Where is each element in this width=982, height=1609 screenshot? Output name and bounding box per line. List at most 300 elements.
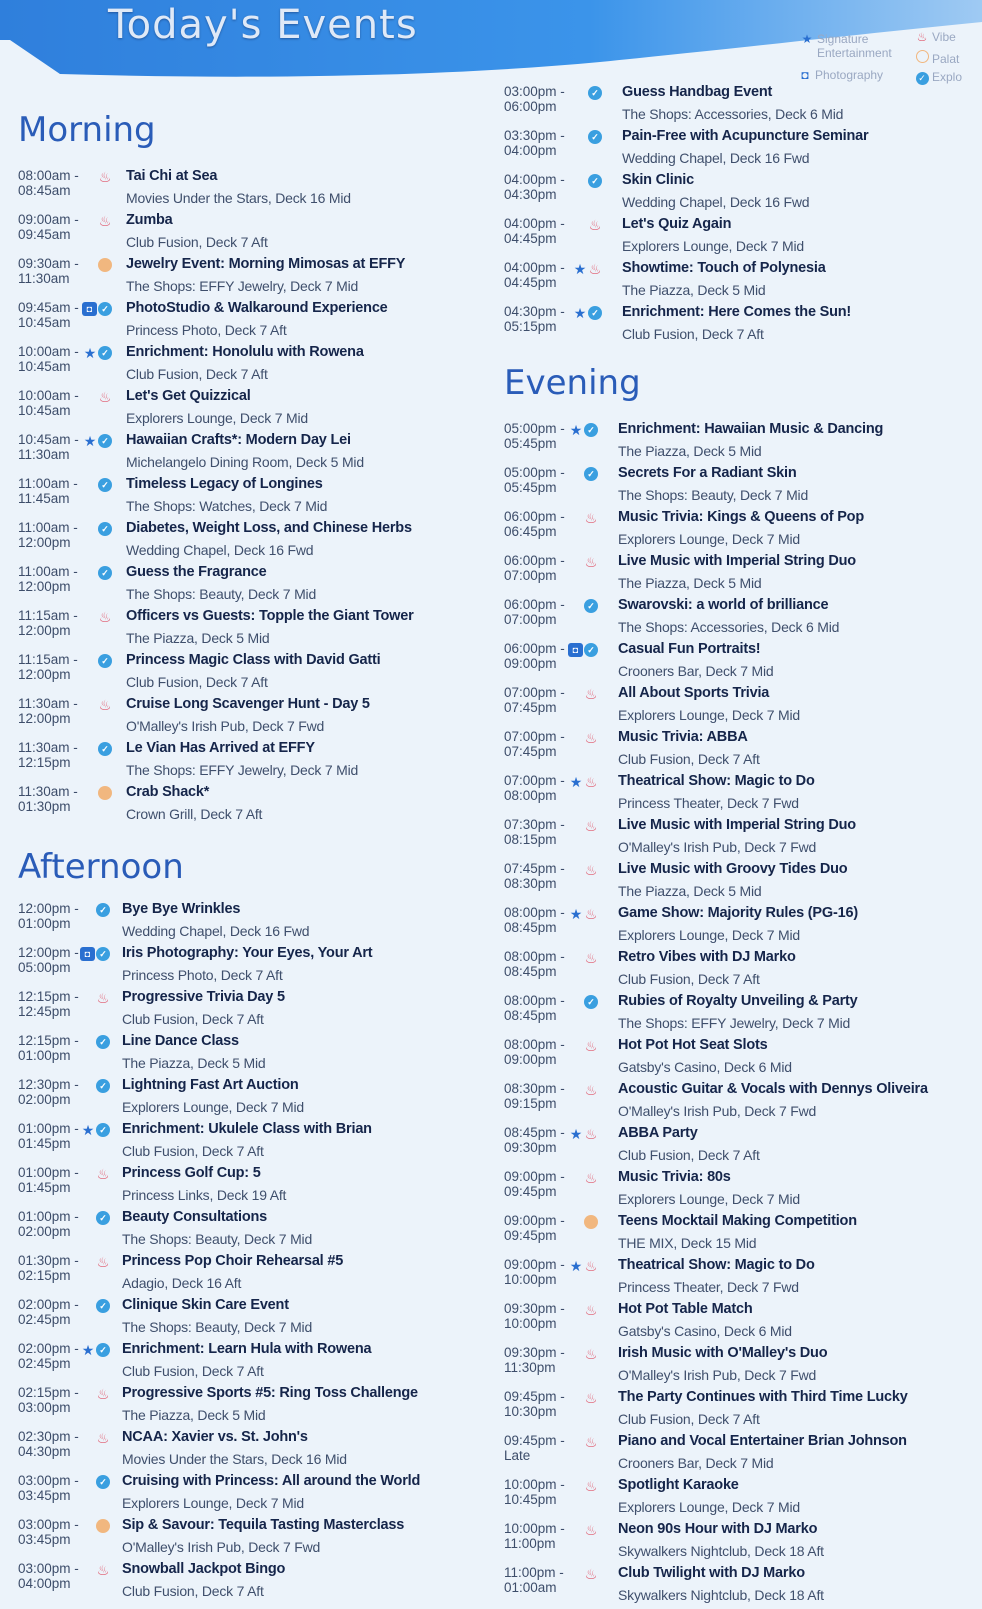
event-row — [18, 1209, 488, 1253]
photo-icon: ◘ — [82, 302, 97, 316]
event-row — [504, 1081, 974, 1125]
event-location: Club Fusion, Deck 7 Aft — [122, 1363, 264, 1379]
event-icons — [566, 1434, 598, 1450]
event-icons — [80, 653, 112, 669]
event-info — [122, 1561, 285, 1600]
event-row — [504, 641, 974, 685]
event-icons — [566, 1082, 598, 1098]
event-location: Club Fusion, Deck 7 Aft — [618, 751, 760, 767]
event-icons — [566, 1522, 598, 1538]
event-icons — [80, 345, 112, 361]
event-name: Princess Magic Class with David Gatti — [126, 652, 381, 668]
event-end-time: 04:45pm — [504, 275, 557, 290]
event-row — [504, 553, 974, 597]
event-name: Showtime: Touch of Polynesia — [622, 260, 826, 276]
event-icons — [80, 741, 112, 757]
explore-icon: ✓ — [96, 903, 110, 917]
vibe-icon: ♨ — [584, 1126, 598, 1142]
event-info — [126, 608, 414, 647]
event-end-time: 11:30pm — [504, 1360, 556, 1375]
event-info — [618, 1521, 824, 1560]
vibe-icon: ♨ — [98, 213, 112, 229]
event-location: Explorers Lounge, Deck 7 Mid — [618, 927, 800, 943]
event-icons — [80, 389, 112, 405]
event-icons — [566, 686, 598, 702]
legend-entertainment: Entertainment — [817, 46, 892, 60]
event-row — [504, 685, 974, 729]
event-name: Tai Chi at Sea — [126, 168, 218, 184]
events-list-afternoon — [18, 901, 488, 1605]
event-info — [122, 945, 372, 984]
legend-photography: ◘ Photography — [798, 68, 883, 82]
event-icons — [566, 642, 598, 658]
event-start-time: 02:30pm - — [18, 1429, 79, 1444]
event-end-time: 12:15pm — [18, 755, 71, 770]
event-end-time: 02:15pm — [18, 1268, 71, 1283]
palate-icon — [915, 50, 929, 66]
star-icon: ★ — [573, 261, 587, 277]
event-icons — [566, 422, 598, 438]
explore-icon: ✓ — [98, 434, 112, 448]
event-info — [122, 1121, 372, 1160]
event-location: O'Malley's Irish Pub, Deck 7 Fwd — [618, 1103, 817, 1119]
event-icons — [566, 906, 598, 922]
event-start-time: 04:00pm - — [504, 172, 565, 187]
event-end-time: 06:45pm — [504, 524, 557, 539]
event-start-time: 11:00am - — [18, 520, 78, 535]
event-name: Progressive Trivia Day 5 — [122, 989, 285, 1005]
event-location: Club Fusion, Deck 7 Aft — [618, 971, 760, 987]
event-icons — [566, 1038, 598, 1054]
explore-icon: ✓ — [588, 130, 602, 144]
vibe-icon: ♨ — [584, 862, 598, 878]
event-name: Zumba — [126, 212, 173, 228]
event-location: Adagio, Deck 16 Aft — [122, 1275, 242, 1291]
event-icons — [570, 129, 602, 145]
event-location: Movies Under the Stars, Deck 16 Mid — [122, 1451, 347, 1467]
vibe-icon: ♨ — [584, 1170, 598, 1186]
event-end-time: 02:45pm — [18, 1356, 71, 1371]
vibe-icon: ♨ — [584, 1346, 598, 1362]
event-location: Princess Theater, Deck 7 Fwd — [618, 1279, 799, 1295]
event-location: Movies Under the Stars, Deck 16 Mid — [126, 190, 351, 206]
event-location: O'Malley's Irish Pub, Deck 7 Fwd — [618, 839, 817, 855]
event-info — [126, 212, 268, 251]
event-icons — [566, 1302, 598, 1318]
event-end-time: 04:30pm — [18, 1444, 71, 1459]
photo-icon: ◘ — [801, 68, 809, 82]
palate-icon — [98, 258, 112, 272]
event-icons — [78, 1518, 110, 1534]
event-start-time: 08:00pm - — [504, 949, 565, 964]
event-location: Crown Grill, Deck 7 Aft — [126, 806, 263, 822]
event-icons — [566, 510, 598, 526]
event-name: Music Trivia: Kings & Queens of Pop — [618, 509, 864, 525]
event-name: Casual Fun Portraits! — [618, 641, 761, 657]
event-end-time: 10:45am — [18, 359, 71, 374]
vibe-icon: ♨ — [98, 609, 112, 625]
event-row — [504, 216, 974, 260]
vibe-icon: ♨ — [584, 906, 598, 922]
event-end-time: 10:00pm — [504, 1316, 557, 1331]
photo-icon: ◘ — [80, 947, 95, 961]
event-start-time: 08:00am - — [18, 168, 79, 183]
event-name: Clinique Skin Care Event — [122, 1297, 289, 1313]
event-start-time: 12:00pm - — [18, 901, 79, 916]
event-start-time: 10:45am - — [18, 432, 79, 447]
star-icon: ★ — [569, 1126, 583, 1142]
event-icons — [80, 697, 112, 713]
event-info — [618, 861, 847, 900]
event-name: Guess Handbag Event — [622, 84, 773, 100]
star-icon: ★ — [83, 433, 97, 449]
event-name: Enrichment: Learn Hula with Rowena — [122, 1341, 372, 1357]
event-start-time: 02:15pm - — [18, 1385, 79, 1400]
explore-icon: ✓ — [915, 70, 929, 85]
explore-icon: ✓ — [98, 654, 112, 668]
legend-explore: ✓ Explo — [915, 70, 962, 85]
event-row — [504, 1213, 974, 1257]
event-name: Game Show: Majority Rules (PG-16) — [618, 905, 858, 921]
event-end-time: 01:00pm — [18, 916, 71, 931]
event-info — [618, 1169, 800, 1208]
event-info — [122, 989, 285, 1028]
event-name: Music Trivia: ABBA — [618, 729, 748, 745]
event-location: The Piazza, Deck 5 Mid — [122, 1055, 266, 1071]
event-icons — [566, 1126, 598, 1142]
event-row — [18, 1033, 488, 1077]
event-start-time: 11:00pm - — [504, 1565, 564, 1580]
vibe-icon: ♨ — [584, 554, 598, 570]
explore-icon: ✓ — [584, 467, 598, 481]
event-row — [504, 84, 974, 128]
event-row — [504, 1433, 974, 1477]
event-end-time: 12:00pm — [18, 623, 71, 638]
event-row — [18, 432, 488, 476]
vibe-icon: ♨ — [584, 774, 598, 790]
vibe-icon: ♨ — [98, 169, 112, 185]
event-location: The Shops: Watches, Deck 7 Mid — [126, 498, 328, 514]
event-icons — [566, 994, 598, 1010]
event-name: Skin Clinic — [622, 172, 694, 188]
star-icon: ★ — [569, 906, 583, 922]
event-start-time: 11:00am - — [18, 564, 78, 579]
event-icons — [566, 554, 598, 570]
event-row — [504, 1477, 974, 1521]
event-row — [18, 901, 488, 945]
event-location: O'Malley's Irish Pub, Deck 7 Fwd — [126, 718, 325, 734]
event-end-time: 05:00pm — [18, 960, 71, 975]
event-end-time: 10:45pm — [504, 1492, 557, 1507]
event-name: Neon 90s Hour with DJ Marko — [618, 1521, 818, 1537]
event-icons — [570, 217, 602, 233]
event-location: Club Fusion, Deck 7 Aft — [126, 674, 268, 690]
explore-icon: ✓ — [96, 1299, 110, 1313]
event-location: Explorers Lounge, Deck 7 Mid — [618, 1499, 800, 1515]
event-name: Cruising with Princess: All around the World — [122, 1473, 421, 1489]
events-list-morning — [18, 168, 488, 828]
event-icons — [78, 1210, 110, 1226]
event-info — [126, 476, 327, 515]
event-location: Wedding Chapel, Deck 16 Fwd — [622, 150, 810, 166]
event-location: Princess Links, Deck 19 Aft — [122, 1187, 287, 1203]
vibe-icon: ♨ — [584, 1038, 598, 1054]
event-icons — [78, 1122, 110, 1138]
event-info — [618, 949, 796, 988]
event-name: Live Music with Imperial String Duo — [618, 553, 856, 569]
event-start-time: 02:00pm - — [18, 1297, 79, 1312]
event-location: Skywalkers Nightclub, Deck 18 Aft — [618, 1543, 824, 1559]
event-info — [618, 1081, 928, 1120]
event-start-time: 10:00pm - — [504, 1521, 565, 1536]
event-name: Teens Mocktail Making Competition — [618, 1213, 857, 1229]
event-location: The Shops: Beauty, Deck 7 Mid — [126, 586, 317, 602]
legend-palate: Palat — [915, 50, 959, 66]
event-row — [18, 256, 488, 300]
event-start-time: 11:30am - — [18, 784, 78, 799]
event-name: Hawaiian Crafts*: Modern Day Lei — [126, 432, 351, 448]
event-icons — [80, 565, 112, 581]
event-row — [504, 304, 974, 348]
event-name: All About Sports Trivia — [618, 685, 770, 701]
event-end-time: 11:30am — [18, 447, 70, 462]
event-icons — [570, 305, 602, 321]
event-start-time: 03:00pm - — [504, 84, 565, 99]
star-icon: ★ — [569, 1258, 583, 1274]
event-row — [504, 905, 974, 949]
event-info — [618, 1301, 792, 1340]
event-name: Princess Pop Choir Rehearsal #5 — [122, 1253, 344, 1269]
star-icon: ★ — [573, 305, 587, 321]
event-info — [126, 432, 364, 471]
event-name: Secrets For a Radiant Skin — [618, 465, 797, 481]
event-start-time: 11:15am - — [18, 608, 78, 623]
explore-icon: ✓ — [584, 995, 598, 1009]
event-end-time: 01:00am — [504, 1580, 557, 1595]
event-location: O'Malley's Irish Pub, Deck 7 Fwd — [618, 1367, 817, 1383]
event-end-time: 01:00pm — [18, 1048, 71, 1063]
event-row — [18, 212, 488, 256]
event-start-time: 11:15am - — [18, 652, 78, 667]
vibe-icon: ♨ — [588, 261, 602, 277]
event-name: Princess Golf Cup: 5 — [122, 1165, 261, 1181]
event-name: Spotlight Karaoke — [618, 1477, 739, 1493]
events-list-afternoon-cont — [504, 84, 974, 348]
event-start-time: 08:00pm - — [504, 905, 565, 920]
event-end-time: 09:45pm — [504, 1184, 557, 1199]
event-row — [18, 520, 488, 564]
event-row — [504, 993, 974, 1037]
explore-icon: ✓ — [98, 522, 112, 536]
vibe-icon: ♨ — [584, 1390, 598, 1406]
event-start-time: 03:00pm - — [18, 1517, 79, 1532]
event-location: The Shops: Beauty, Deck 7 Mid — [122, 1231, 313, 1247]
event-end-time: 12:00pm — [18, 579, 71, 594]
event-location: The Piazza, Deck 5 Mid — [618, 883, 762, 899]
vibe-icon: ♨ — [96, 1166, 110, 1182]
event-info — [126, 696, 370, 735]
event-icons — [566, 466, 598, 482]
event-start-time: 05:00pm - — [504, 421, 565, 436]
event-icons — [566, 730, 598, 746]
event-icons — [78, 1034, 110, 1050]
event-icons — [78, 1166, 110, 1182]
event-info — [618, 597, 839, 636]
event-row — [504, 509, 974, 553]
event-location: The Shops: Beauty, Deck 7 Mid — [122, 1319, 313, 1335]
event-location: Club Fusion, Deck 7 Aft — [126, 234, 268, 250]
event-end-time: 03:45pm — [18, 1488, 71, 1503]
event-location: Skywalkers Nightclub, Deck 18 Aft — [618, 1587, 824, 1603]
vibe-icon: ♨ — [98, 389, 112, 405]
section-title-afternoon: Afternoon — [18, 847, 184, 887]
event-icons — [80, 169, 112, 185]
vibe-icon: ♨ — [584, 1258, 598, 1274]
event-start-time: 04:30pm - — [504, 304, 565, 319]
palate-icon — [584, 1215, 598, 1229]
event-start-time: 11:30am - — [18, 696, 78, 711]
event-start-time: 09:30pm - — [504, 1301, 565, 1316]
event-icons — [78, 1342, 110, 1358]
event-end-time: 09:15pm — [504, 1096, 557, 1111]
event-info — [126, 344, 364, 383]
event-end-time: 10:30pm — [504, 1404, 557, 1419]
event-row — [18, 300, 488, 344]
event-location: Club Fusion, Deck 7 Aft — [622, 326, 764, 342]
event-icons — [570, 261, 602, 277]
event-info — [122, 1077, 304, 1116]
event-icons — [78, 1562, 110, 1578]
event-end-time: 08:45pm — [504, 964, 557, 979]
event-row — [504, 1565, 974, 1609]
event-end-time: 08:00pm — [504, 788, 557, 803]
event-row — [504, 1169, 974, 1213]
event-info — [622, 304, 851, 343]
event-icons — [78, 1298, 110, 1314]
event-start-time: 09:45pm - — [504, 1433, 565, 1448]
event-location: Club Fusion, Deck 7 Aft — [126, 366, 268, 382]
event-end-time: 09:45pm — [504, 1228, 557, 1243]
event-name: Live Music with Groovy Tides Duo — [618, 861, 848, 877]
event-end-time: 07:45pm — [504, 744, 557, 759]
event-row — [18, 696, 488, 740]
explore-icon: ✓ — [96, 1079, 110, 1093]
event-name: Bye Bye Wrinkles — [122, 901, 241, 917]
event-location: Wedding Chapel, Deck 16 Fwd — [622, 194, 810, 210]
event-location: Explorers Lounge, Deck 7 Mid — [618, 531, 800, 547]
event-name: Theatrical Show: Magic to Do — [618, 773, 815, 789]
event-info — [126, 300, 388, 339]
event-start-time: 12:30pm - — [18, 1077, 79, 1092]
event-info — [122, 1253, 343, 1292]
event-icons — [566, 1214, 598, 1230]
explore-icon: ✓ — [98, 346, 112, 360]
event-info — [622, 128, 868, 167]
event-start-time: 07:45pm - — [504, 861, 565, 876]
event-start-time: 04:00pm - — [504, 260, 565, 275]
event-location: The Shops: Beauty, Deck 7 Mid — [618, 487, 809, 503]
event-end-time: 04:00pm — [504, 143, 557, 158]
event-row — [18, 652, 488, 696]
event-info — [126, 256, 405, 295]
event-row — [504, 1389, 974, 1433]
event-start-time: 09:00am - — [18, 212, 79, 227]
event-row — [18, 1165, 488, 1209]
icon-legend — [801, 30, 982, 90]
event-location: Crooners Bar, Deck 7 Mid — [618, 1455, 774, 1471]
event-row — [18, 168, 488, 212]
event-end-time: 02:00pm — [18, 1224, 71, 1239]
event-end-time: 10:45am — [18, 403, 71, 418]
event-name: Timeless Legacy of Longines — [126, 476, 323, 492]
event-row — [504, 773, 974, 817]
event-info — [126, 784, 262, 823]
vibe-icon: ♨ — [584, 818, 598, 834]
explore-icon: ✓ — [96, 1035, 110, 1049]
event-location: Explorers Lounge, Deck 7 Mid — [622, 238, 804, 254]
event-end-time: Late — [504, 1448, 531, 1463]
event-start-time: 03:30pm - — [504, 128, 565, 143]
event-name: PhotoStudio & Walkaround Experience — [126, 300, 388, 316]
event-name: Rubies of Royalty Unveiling & Party — [618, 993, 858, 1009]
event-location: The Piazza, Deck 5 Mid — [122, 1407, 266, 1423]
events-list-evening — [504, 421, 974, 1609]
event-end-time: 10:00pm — [504, 1272, 557, 1287]
event-location: Club Fusion, Deck 7 Aft — [122, 1011, 264, 1027]
explore-icon: ✓ — [584, 643, 598, 657]
event-icons — [80, 433, 112, 449]
event-row — [504, 1301, 974, 1345]
event-start-time: 06:00pm - — [504, 509, 565, 524]
event-icons — [78, 946, 110, 962]
legend-signature: ★ Signature — [801, 32, 869, 46]
event-location: THE MIX, Deck 15 Mid — [618, 1235, 757, 1251]
explore-icon: ✓ — [96, 1475, 110, 1489]
event-location: Explorers Lounge, Deck 7 Mid — [122, 1495, 304, 1511]
event-icons — [80, 785, 112, 801]
event-start-time: 09:30am - — [18, 256, 79, 271]
star-icon: ★ — [801, 32, 813, 46]
event-icons — [566, 1170, 598, 1186]
event-end-time: 11:45am — [18, 491, 70, 506]
event-name: Pain-Free with Acupuncture Seminar — [622, 128, 869, 144]
event-info — [618, 1213, 857, 1252]
event-name: NCAA: Xavier vs. St. John's — [122, 1429, 308, 1445]
event-start-time: 09:00pm - — [504, 1257, 565, 1272]
event-icons — [566, 950, 598, 966]
event-icons — [78, 1254, 110, 1270]
event-icons — [566, 598, 598, 614]
event-icons — [566, 774, 598, 790]
event-icons — [566, 1258, 598, 1274]
event-name: Beauty Consultations — [122, 1209, 268, 1225]
event-row — [18, 388, 488, 432]
event-row — [504, 1521, 974, 1565]
event-info — [122, 1165, 286, 1204]
event-info — [618, 465, 808, 504]
event-location: The Shops: EFFY Jewelry, Deck 7 Mid — [126, 762, 359, 778]
event-start-time: 08:30pm - — [504, 1081, 565, 1096]
left-column — [18, 110, 488, 1605]
event-name: Let's Quiz Again — [622, 216, 732, 232]
event-start-time: 10:00am - — [18, 344, 79, 359]
event-name: Diabetes, Weight Loss, and Chinese Herbs — [126, 520, 412, 536]
event-info — [126, 564, 316, 603]
event-start-time: 06:00pm - — [504, 597, 565, 612]
event-end-time: 03:00pm — [18, 1400, 71, 1415]
event-name: Cruise Long Scavenger Hunt - Day 5 — [126, 696, 370, 712]
event-end-time: 05:15pm — [504, 319, 557, 334]
